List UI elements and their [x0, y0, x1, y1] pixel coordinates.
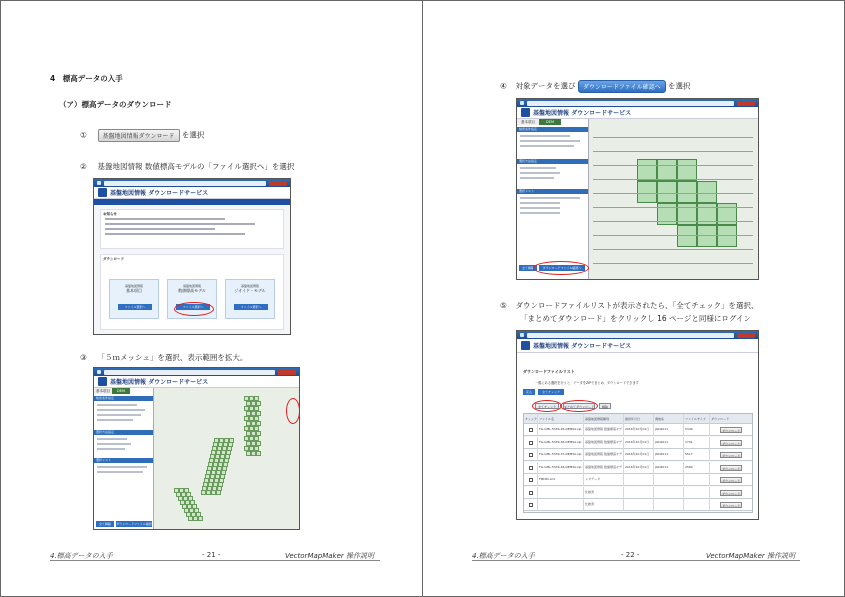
row-download-button[interactable]: ダウンロード — [721, 491, 740, 496]
cell-size — [684, 499, 710, 511]
cell-date: 2016年10月01日 — [624, 437, 654, 449]
site-logo-icon — [98, 377, 107, 386]
map-road — [593, 137, 753, 138]
row-download-button[interactable]: ダウンロード — [721, 429, 740, 433]
row-checkbox[interactable] — [529, 491, 533, 495]
notice-title: お知らせ — [103, 212, 117, 216]
cell-kind: 基盤地図情報 数値標高モデ — [584, 449, 624, 461]
cell-file[interactable]: FMDID.xml — [538, 474, 584, 486]
screenshot-dem-map: 基盤地図情報 ダウンロードサービス 基本項目 DEM 検索条件指定 選択方法指定 選択リスト 全て解除 ダウンロードファイル確認へ — [93, 367, 300, 530]
cell-crs: JGD2011 — [654, 424, 684, 436]
site-header — [94, 187, 290, 199]
cell-size: 5340 — [684, 424, 710, 436]
list-title: ダウンロードファイルリスト — [523, 369, 575, 374]
notice-panel — [100, 209, 284, 249]
screenshot-download-list: 基盤地図情報 ダウンロードサービス ダウンロードファイルリスト 一覧にある選択を行うと、データをZIPでまとめ、ダウンロードできます 戻る 全てチェック 全てチェック まとめてダウンロード 解除 チェック ファイル名 基盤地図情報種別 提供年月日 測地系 ファイルサイズ ダウンロード FG-GML-5339-26-DEM5A.zip 基盤地図情報 数値標高モデ 2016年10月01日 JGD2011 5340 ダウンロード FG-GML-5339-36-DEM5A.zip 基盤地図情報 数値標高モデ 2016年10月01日 JGD2011 1791 ダウンロード FG-GML-5339-37-DEM5A.zip 基盤地図情報 数値標高モデ 2016年10月01日 JGD2011 5517 ダウンロード FG-GML-5339-46-DEM5A.zip 基盤地図情報 数値標高モデ 2016年10月01日 JGD2011 2560 ダウンロード FMDID.xml メタデータ ダウンロード 仕様書 ダウンロード 仕様書 ダウンロード — [516, 330, 759, 520]
row-checkbox[interactable] — [529, 503, 533, 507]
back-button[interactable]: 戻る — [523, 389, 535, 395]
download-panel — [100, 254, 284, 330]
search-sidepanel: 基本項目 DEM 検索条件指定 選択方法指定 選択リスト 全て解除 ダウンロードファイル確認へ — [517, 119, 589, 280]
step-1 — [80, 129, 204, 142]
selected-mesh-cell[interactable] — [717, 225, 737, 247]
map-road — [593, 221, 753, 222]
highlight-oval — [174, 302, 214, 316]
cell-crs: JGD2011 — [654, 437, 684, 449]
step-4 — [500, 80, 691, 93]
reset-button[interactable]: 解除 — [599, 403, 611, 409]
cell-size — [684, 487, 710, 499]
checkbox-cell — [524, 487, 538, 499]
footer-chapter-right: 4.標高データの入手 — [472, 552, 535, 560]
step-4-number: ④ — [500, 81, 507, 91]
checkbox-cell — [524, 449, 538, 461]
row-download-button[interactable]: ダウンロード — [721, 466, 740, 471]
map-road — [593, 249, 753, 250]
checkbox-cell — [524, 437, 538, 449]
step-2-text: 基盤地図情報 数値標高モデルの「ファイル選択へ」を選択 — [97, 162, 295, 171]
map-road — [593, 179, 753, 180]
site-title: 基盤地図情報 ダウンロードサービス — [110, 190, 209, 197]
cell-kind: 基盤地図情報 数値標高モデ — [584, 462, 624, 474]
cell-kind: 仕様書 — [584, 499, 624, 511]
file-select-button-dem[interactable]: ファイル選択へ — [176, 304, 210, 310]
screenshot-download-top — [93, 178, 291, 335]
download-table — [523, 413, 753, 513]
row-download-button[interactable]: ダウンロード — [721, 454, 740, 458]
map-road — [593, 193, 753, 194]
step-1-text: を選択 — [181, 130, 205, 140]
footer-product-left: VectorMapMaker 操作説明 — [285, 552, 375, 560]
table-row — [524, 437, 752, 449]
site-navbar — [94, 199, 290, 205]
checkbox-cell — [524, 474, 538, 486]
check-all-top-button[interactable]: 全てチェック — [538, 389, 564, 395]
step-5-line2: 「まとめてダウンロード」をクリックし 16 ページと同様にログイン — [520, 314, 751, 323]
checkbox-cell — [524, 424, 538, 436]
cell-kind: 仕様書 — [584, 487, 624, 499]
footer-rule-left — [50, 560, 380, 561]
selected-mesh-cell[interactable] — [677, 159, 697, 181]
mesh-cell[interactable] — [216, 490, 221, 495]
map-road — [593, 263, 753, 264]
mesh-cell[interactable] — [256, 451, 261, 456]
cell-date — [624, 487, 654, 499]
card-basic: 基盤地図情報 基本項目 ファイル選択へ — [109, 279, 159, 319]
cell-file — [538, 499, 584, 511]
cell-date: 2016年10月01日 — [624, 462, 654, 474]
tab-dem[interactable]: DEM — [112, 388, 130, 394]
download-confirm-button[interactable]: ダウンロードファイル確認へ — [539, 265, 585, 271]
file-select-button-geoid[interactable]: ファイル選択へ — [234, 304, 268, 310]
table-row — [524, 474, 752, 486]
step-2 — [80, 161, 294, 172]
selected-mesh-cell[interactable] — [697, 225, 717, 247]
table-header: チェック ファイル名 基盤地図情報種別 提供年月日 測地系 ファイルサイズ ダウンロード — [524, 414, 752, 424]
cell-crs — [654, 487, 684, 499]
step-4-after: を選択 — [668, 81, 691, 91]
footer-product-right: VectorMapMaker 操作説明 — [706, 552, 796, 560]
cell-crs: JGD2011 — [654, 449, 684, 461]
browser-titlebar — [94, 179, 290, 187]
mesh-cell[interactable] — [198, 516, 203, 521]
step-5-line1: ⑤ ダウンロードファイルリストが表示されたら、「全てチェック」を選択、 — [500, 301, 759, 310]
cell-crs — [654, 474, 684, 486]
step-1-number: ① — [80, 130, 87, 140]
map-road — [593, 151, 753, 152]
download-file-confirm-button[interactable]: ダウンロードファイル確認へ — [578, 80, 666, 93]
cell-kind: 基盤地図情報 数値標高モデ — [584, 424, 624, 436]
table-row — [524, 487, 752, 499]
cell-date — [624, 474, 654, 486]
row-checkbox[interactable] — [529, 478, 533, 482]
cell-date: 2016年10月01日 — [624, 449, 654, 461]
highlight-check-all — [532, 400, 562, 412]
cell-file: FG-GML-5339-36-DEM5A.zip — [538, 437, 584, 449]
clear-all-button[interactable]: 全て解除 — [519, 265, 537, 271]
highlight-oval — [533, 261, 589, 275]
cell-file: FG-GML-5339-37-DEM5A.zip — [538, 449, 584, 461]
cell-size: 5517 — [684, 449, 710, 461]
card-geoid: 基盤地図情報 ジオイド・モデル ファイル選択へ — [225, 279, 275, 319]
footer-rule-right — [472, 560, 800, 561]
tab-basic[interactable]: 基本項目 — [96, 389, 110, 393]
zoom-highlight-oval — [286, 398, 300, 424]
step-5-number: ⑤ — [500, 301, 507, 310]
checkbox-cell — [524, 462, 538, 474]
search-sidepanel: 基本項目 DEM 検索条件指定 選択方法指定 選択リスト 全て解除 ダウンロードファイル確認へ — [94, 388, 154, 530]
page-divider — [422, 0, 423, 597]
cell-date — [624, 499, 654, 511]
highlight-download-all — [560, 400, 598, 412]
map-road — [593, 235, 753, 236]
cell-file — [538, 487, 584, 499]
selected-mesh-cell[interactable] — [677, 225, 697, 247]
site-logo-icon — [521, 108, 530, 117]
map-road — [593, 207, 753, 208]
clear-all-button[interactable]: 全て解除 — [96, 521, 114, 527]
step-4-text: 対象データを選び — [515, 81, 576, 91]
table-row — [524, 424, 752, 436]
screenshot-dem-selection: 基盤地図情報 ダウンロードサービス 基本項目 DEM 検索条件指定 選択方法指定 選択リスト 全て解除 ダウンロードファイル確認へ — [516, 98, 759, 280]
subsection-title: （ア）標高データのダウンロード — [59, 100, 172, 109]
cell-size: 2560 — [684, 462, 710, 474]
cell-size: 1791 — [684, 437, 710, 449]
cell-kind: メタデータ — [584, 474, 624, 486]
footer-chapter-left: 4.標高データの入手 — [50, 552, 113, 560]
check-all-button[interactable]: 全てチェック — [535, 403, 559, 409]
step-3 — [80, 352, 247, 363]
checkbox-cell — [524, 499, 538, 511]
row-download-button[interactable]: ダウンロード — [721, 479, 740, 483]
selected-mesh-cell[interactable] — [657, 159, 677, 181]
footer-page-left: - 21 - — [202, 551, 221, 559]
selected-mesh-cell[interactable] — [637, 181, 657, 203]
download-confirm-button[interactable]: ダウンロードファイル確認へ — [116, 522, 152, 530]
table-row — [524, 449, 752, 461]
row-checkbox[interactable] — [529, 428, 533, 432]
row-checkbox[interactable] — [529, 466, 533, 470]
cell-crs — [654, 499, 684, 511]
table-row — [524, 499, 752, 511]
row-checkbox[interactable] — [529, 453, 533, 457]
map-road — [593, 165, 753, 166]
step-3-number: ③ — [80, 353, 87, 362]
download-title: ダウンロード — [103, 257, 124, 261]
cell-file: FG-GML-5339-26-DEM5A.zip — [538, 424, 584, 436]
selected-mesh-cell[interactable] — [637, 159, 657, 181]
cell-crs: JGD2011 — [654, 462, 684, 474]
site-logo-icon — [98, 188, 107, 197]
download-all-button[interactable]: まとめてダウンロード — [564, 405, 595, 409]
selected-mesh-cell[interactable] — [677, 181, 697, 203]
file-select-button-basic[interactable]: ファイル選択へ — [118, 304, 152, 310]
row-checkbox[interactable] — [529, 441, 533, 445]
step-2-number: ② — [80, 162, 87, 171]
site-logo-icon — [521, 341, 530, 350]
row-download-button[interactable]: ダウンロード — [721, 441, 740, 446]
cell-file: FG-GML-5339-46-DEM5A.zip — [538, 462, 584, 474]
selected-mesh-cell[interactable] — [697, 181, 717, 203]
list-description: 一覧にある選択を行うと、データをZIPでまとめ、ダウンロードできます — [535, 381, 639, 385]
card-dem: 基盤地図情報 数値標高モデル ファイル選択へ — [167, 279, 217, 319]
cell-kind: 基盤地図情報 数値標高モデ — [584, 437, 624, 449]
cell-date: 2016年10月01日 — [624, 424, 654, 436]
kiban-download-button[interactable]: 基盤地図情報ダウンロード — [98, 129, 180, 142]
footer-page-right: - 22 - — [621, 551, 640, 559]
cell-size — [684, 474, 710, 486]
selected-mesh-cell[interactable] — [657, 181, 677, 203]
table-row — [524, 462, 752, 474]
step-3-text: 「５ｍメッシュ」を選択、表示範囲を拡大。 — [97, 353, 248, 362]
section-title: 4 標高データの入手 — [50, 74, 123, 83]
row-download-button[interactable]: ダウンロード — [721, 504, 740, 508]
